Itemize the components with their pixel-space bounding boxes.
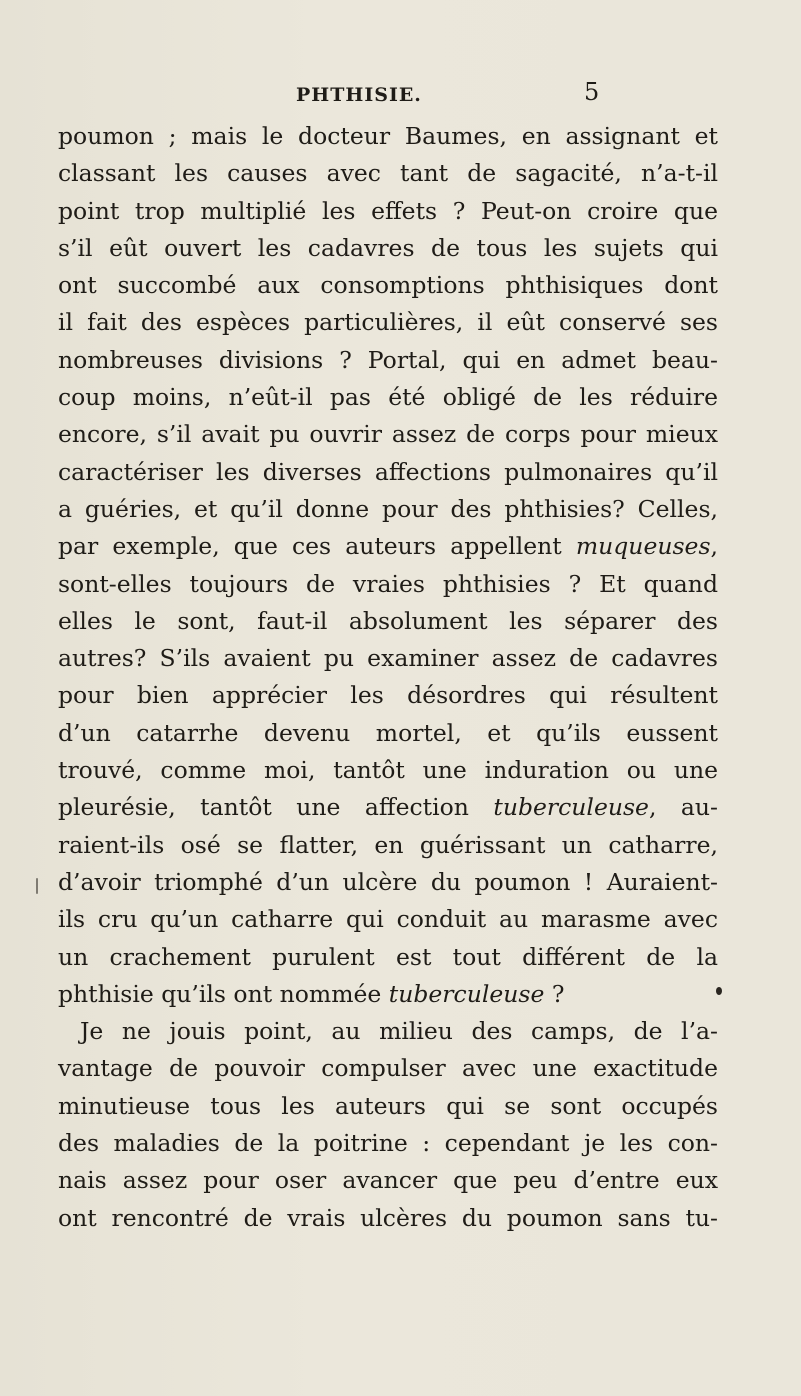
- text-line: raient-ils osé se flatter, en guérissant un catharre,: [58, 830, 718, 859]
- running-head-title: PHTHISIE.: [296, 84, 422, 106]
- text-line: vantage de pouvoir compulser avec une exactitude: [58, 1054, 718, 1083]
- text-line: poumon ; mais le docteur Baumes, en assignant et: [58, 122, 718, 150]
- ink-speck: [716, 987, 722, 995]
- text-line: minutieuse tous les auteurs qui se sont occupés: [58, 1091, 718, 1120]
- ink-speck: [36, 878, 38, 894]
- text-line: classant les causes avec tant de sagacité, n’a-t-il: [58, 159, 718, 188]
- text-line: a guéries, et qu’il donne pour des phthisies? Celles,: [58, 494, 718, 523]
- text-line: point trop multiplié les effets ? Peut-on croire que: [58, 196, 718, 225]
- italic-word: tuberculeuse: [388, 979, 545, 1008]
- text-line: des maladies de la poitrine : cependant je les con-: [58, 1129, 718, 1158]
- text-line: caractériser les diverses affections pulmonaires qu’il: [58, 457, 718, 486]
- text-line: pour bien apprécier les désordres qui résultent: [58, 681, 718, 710]
- body-text: [58, 118, 718, 1237]
- text-line: sont-elles toujours de vraies phthisies ? Et quand: [58, 569, 718, 598]
- running-head: [0, 78, 801, 112]
- text-line: ont succombé aux consomptions phthisiques dont: [58, 271, 718, 300]
- italic-word: tuberculeuse: [493, 793, 649, 822]
- italic-word: muqueuses: [575, 532, 711, 561]
- page-number: 5: [584, 78, 600, 106]
- text-line: coup moins, n’eût-il pas été obligé de les réduire: [58, 383, 718, 412]
- text-line: pleurésie, tantôt une affection tuberculeuse, au-: [58, 793, 718, 822]
- text-line: trouvé, comme moi, tantôt une induration ou une: [58, 756, 718, 785]
- text-line: d’un catarrhe devenu mortel, et qu’ils eussent: [58, 718, 718, 747]
- text-line: autres? S’ils avaient pu examiner assez de cadavres: [58, 644, 718, 673]
- text-line: nais assez pour oser avancer que peu d’entre eux: [58, 1166, 718, 1195]
- text-line: par exemple, que ces auteurs appellent muqueuses,: [58, 532, 718, 561]
- text-line: ont rencontré de vrais ulcères du poumon sans tu-: [58, 1203, 718, 1232]
- text-line: phthisie qu’ils ont nommée tuberculeuse ?: [58, 979, 565, 1008]
- text-line: Je ne jouis point, au milieu des camps, de l’a-: [80, 1017, 718, 1046]
- text-line: nombreuses divisions ? Portal, qui en admet beau-: [58, 345, 718, 374]
- text-line: encore, s’il avait pu ouvrir assez de corps pour mieux: [58, 420, 718, 449]
- text-line: s’il eût ouvert les cadavres de tous les sujets qui: [58, 233, 718, 262]
- text-line: un crachement purulent est tout différent de la: [58, 942, 718, 971]
- text-line: ils cru qu’un catharre qui conduit au marasme avec: [58, 905, 718, 934]
- text-line: elles le sont, faut-il absolument les séparer des: [58, 606, 718, 635]
- text-line: d’avoir triomphé d’un ulcère du poumon ! Auraient-: [58, 867, 718, 896]
- text-line: il fait des espèces particulières, il eût conservé ses: [58, 308, 718, 337]
